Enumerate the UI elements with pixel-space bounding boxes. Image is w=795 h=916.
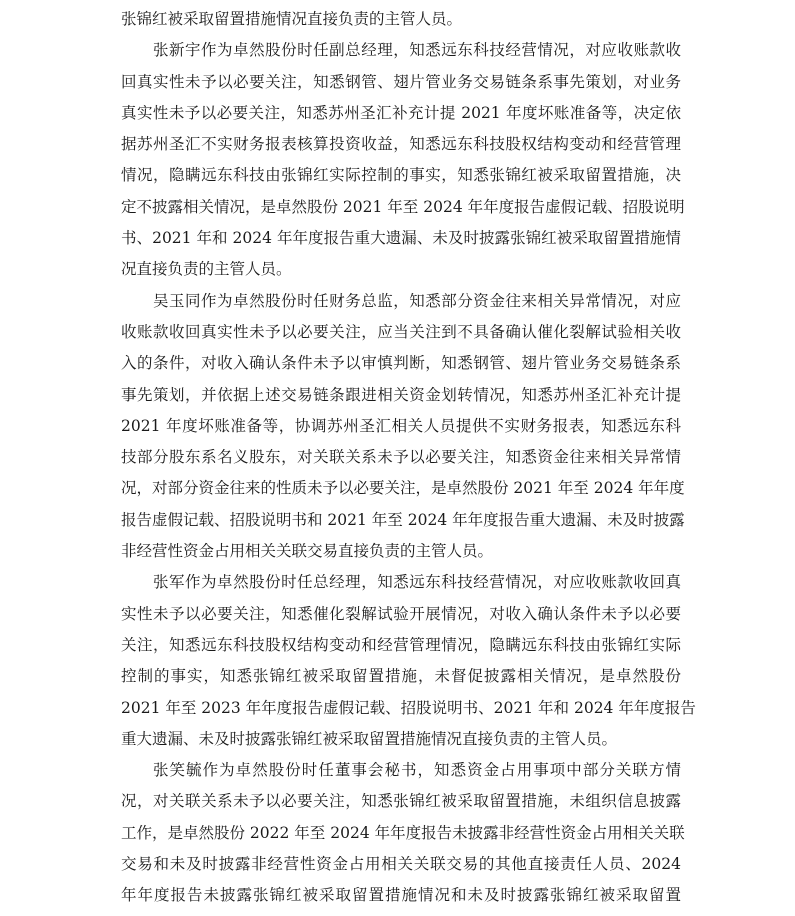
text-line: 报告虚假记载、招股说明书和 2021 年至 2024 年年度报告重大遗漏、未及时披露: [121, 510, 685, 529]
text-line: 2021 年度坏账准备等，协调苏州圣汇相关人员提供不实财务报表，知悉远东科: [121, 416, 681, 435]
text-line: 关注，知悉远东科技股权结构变动和经营管理情况，隐瞒远东科技由张锦红实际: [121, 635, 681, 654]
text-line: 况，对关联关系未予以必要关注，知悉张锦红被采取留置措施，未组织信息披露: [121, 792, 681, 811]
text-line: 2021 年至 2023 年年度报告虚假记载、招股说明书、2021 年和 2024 年年度报告: [121, 698, 696, 717]
text-line: 工作，是卓然股份 2022 年至 2024 年年度报告未披露非经营性资金占用相关关联: [121, 823, 685, 842]
text-line: 况直接负责的主管人员。: [121, 260, 292, 279]
text-line: 入的条件，对收入确认条件未予以审慎判断，知悉钢管、翅片管业务交易链条系: [121, 354, 681, 373]
text-line: 重大遗漏、未及时披露张锦红被采取留置措施情况直接负责的主管人员。: [121, 729, 618, 748]
text-line: 况，对部分资金往来的性质未予以必要关注，是卓然股份 2021 年至 2024 年年度: [121, 479, 685, 498]
paragraph-first-line: 张新宇作为卓然股份时任副总经理，知悉远东科技经营情况，对应收账款收: [153, 41, 681, 60]
text-line: 回真实性未予以必要关注，知悉钢管、翅片管业务交易链条系事先策划，对业务: [121, 72, 681, 91]
text-line: 真实性未予以必要关注，知悉苏州圣汇补充计提 2021 年度坏账准备等，决定依: [121, 103, 681, 122]
text-line: 年年度报告未披露张锦红被采取留置措施情况和未及时披露张锦红被采取留置: [121, 886, 681, 905]
text-line: 情况，隐瞒远东科技由张锦红实际控制的事实，知悉张锦红被采取留置措施，决: [121, 166, 681, 185]
paragraph-first-line: 张笑毓作为卓然股份时任董事会秘书，知悉资金占用事项中部分关联方情: [153, 761, 681, 780]
text-line: 技部分股东系名义股东，对关联关系未予以必要关注，知悉资金往来相关异常情: [121, 448, 681, 467]
document-body: [121, 4, 696, 912]
text-line: 非经营性资金占用相关关联交易直接负责的主管人员。: [121, 542, 494, 561]
text-line: 实性未予以必要关注，知悉催化裂解试验开展情况，对收入确认条件未予以必要: [121, 604, 681, 623]
text-line: 收账款收回真实性未予以必要关注，应当关注到不具备确认催化裂解试验相关收: [121, 322, 681, 341]
text-line: 事先策划，并依据上述交易链条跟进相关资金划转情况，知悉苏州圣汇补充计提: [121, 385, 681, 404]
text-line: 据苏州圣汇不实财务报表核算投资收益，知悉远东科技股权结构变动和经营管理: [121, 135, 681, 154]
text-line: 定不披露相关情况，是卓然股份 2021 年至 2024 年年度报告虚假记载、招股说明: [121, 197, 685, 216]
paragraph-first-line: 吴玉同作为卓然股份时任财务总监，知悉部分资金往来相关异常情况，对应: [153, 291, 681, 310]
paragraph-first-line: 张军作为卓然股份时任总经理，知悉远东科技经营情况，对应收账款收回真: [153, 573, 681, 592]
text-line: 书、2021 年和 2024 年年度报告重大遗漏、未及时披露张锦红被采取留置措施情: [121, 229, 681, 248]
text-line: 张锦红被采取留置措施情况直接负责的主管人员。: [121, 10, 463, 28]
text-line: 控制的事实，知悉张锦红被采取留置措施，未督促披露相关情况，是卓然股份: [121, 667, 681, 686]
text-line: 交易和未及时披露非经营性资金占用相关关联交易的其他直接责任人员、2024: [121, 855, 681, 874]
